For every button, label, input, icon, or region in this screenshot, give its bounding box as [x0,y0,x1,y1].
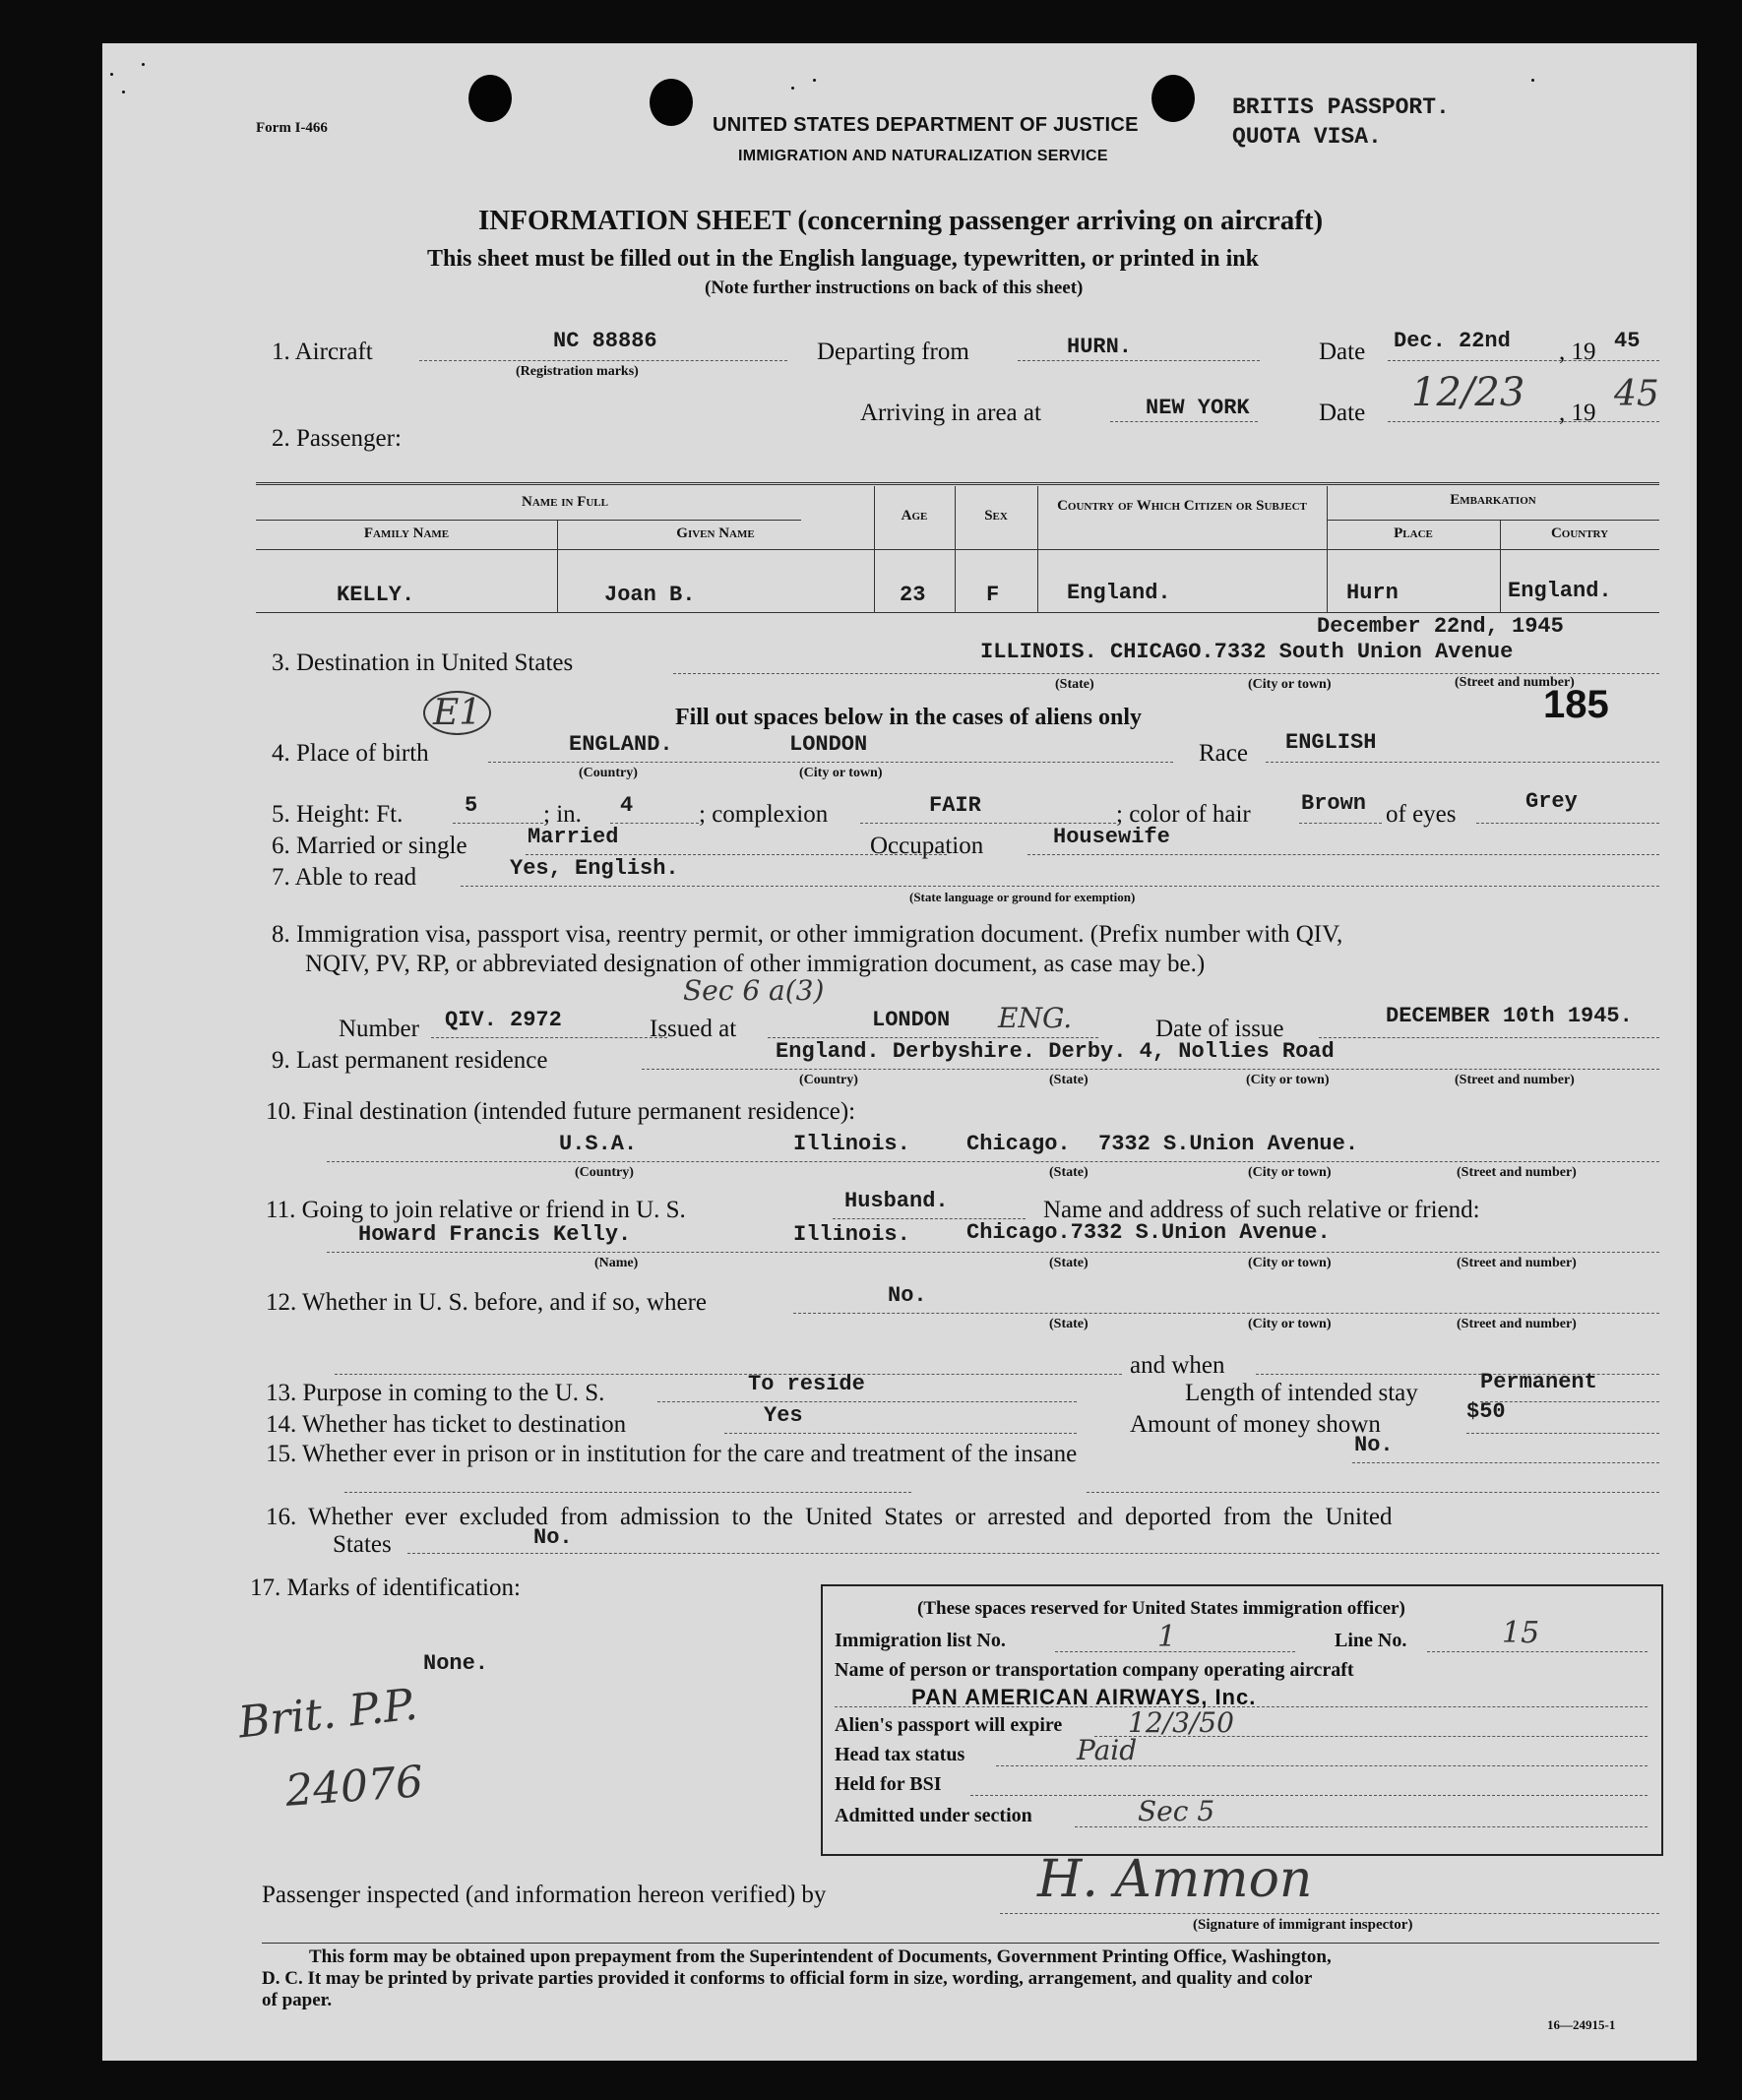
marital-label: 6. Married or single [272,833,467,859]
punch-hole [468,75,512,122]
immigration-doc-line2: NQIV, PV, RP, or abbreviated designation of other immigration document, as case may be.) [305,951,1206,977]
line-no-label: Line No. [1335,1630,1407,1651]
issued-hand-note: ENG. [998,1002,1073,1034]
passenger-label: 2. Passenger: [272,425,402,452]
height-inches-value: 4 [620,793,634,818]
form-number: Form I-466 [256,120,328,136]
excluded-value: No. [533,1525,573,1550]
arrival-year-hand: 45 [1614,374,1659,414]
information-sheet [102,43,1697,2061]
page-title: INFORMATION SHEET (concerning passenger arriving on aircraft) [478,205,1324,236]
ticket-value: Yes [764,1403,803,1428]
caption-before-city: (City or town) [1248,1317,1332,1331]
prison-value: No. [1354,1433,1394,1457]
relative-name-value: Howard Francis Kelly. [358,1222,632,1247]
page-subtitle: This sheet must be filled out in the English language, typewritten, or printed in ink [427,246,1259,272]
punch-hole [1151,75,1195,122]
citizen-value: England. [1067,581,1171,605]
departure-year-value: 45 [1614,329,1641,353]
department-name: UNITED STATES DEPARTMENT OF JUSTICE [713,114,1139,136]
stay-label: Length of intended stay [1185,1380,1418,1406]
prison-label: 15. Whether ever in prison or in institution for the care and treatment of the insane [266,1441,1078,1467]
relation-value: Husband. [844,1189,949,1213]
inspection-label: Passenger inspected (and information hereon verified) by [262,1882,827,1908]
age-value: 23 [900,583,926,607]
header-given-name: Given Name [676,525,755,541]
headtax-label: Head tax status [835,1744,965,1765]
sex-value: F [986,583,1000,607]
occupation-label: Occupation [870,833,984,859]
destination-label: 3. Destination in United States [272,649,574,676]
birth-city-value: LONDON [789,732,868,757]
number-value: QIV. 2972 [445,1008,562,1032]
ticket-label: 14. Whether has ticket to destination [266,1411,627,1438]
embarkation-place-value: Hurn [1346,581,1399,605]
inspector-signature: H. Ammon [1037,1850,1313,1909]
officer-heading: (These spaces reserved for United States immigration officer) [917,1598,1405,1619]
read-value: Yes, English. [510,856,679,881]
marital-value: Married [528,825,619,849]
caption-city: (City or town) [1248,677,1332,692]
departure-date-label: Date [1319,339,1366,365]
aliens-heading: Fill out spaces below in the cases of aliens only [675,705,1143,730]
destination-value: ILLINOIS. CHICAGO.7332 South Union Avenue [980,640,1514,664]
final-country-value: U.S.A. [559,1132,638,1156]
given-name-value: Joan B. [604,583,696,607]
caption-before-state: (State) [1049,1317,1089,1331]
bsi-label: Held for BSI [835,1773,942,1795]
registration-caption: (Registration marks) [516,364,639,379]
header-place: Place [1394,525,1433,541]
and-when-label: and when [1130,1352,1225,1379]
us-before-value: No. [888,1283,927,1308]
service-name: IMMIGRATION AND NATURALIZATION SERVICE [738,148,1108,164]
height-feet-value: 5 [465,793,478,818]
read-label: 7. Able to read [272,864,417,891]
family-name-value: KELLY. [337,583,415,607]
departure-date-value: Dec. 22nd [1394,329,1511,353]
caption-final-country: (Country) [575,1165,634,1180]
arrival-date-label: Date [1319,400,1366,426]
caption-birth-country: (Country) [579,766,638,780]
caption-relative-state: (State) [1049,1256,1089,1270]
header-name-in-full: Name in Full [521,494,608,510]
caption-final-state: (State) [1049,1165,1089,1180]
complexion-value: FAIR [929,793,981,818]
number-label: Number [339,1016,419,1042]
marks-value: None. [423,1651,489,1676]
passport-expire-value: 12/3/50 [1128,1706,1234,1739]
aircraft-value: NC 88886 [553,329,657,353]
residence-value: England. Derbyshire. Derby. 4, Nollies Road [776,1039,1335,1064]
stamp-number: 185 [1543,683,1609,726]
passport-expire-label: Alien's passport will expire [835,1714,1063,1736]
header-embarkation: Embarkation [1450,492,1536,508]
caption-final-street: (Street and number) [1457,1165,1577,1180]
header-family-name: Family Name [363,525,450,541]
list-no-value: 1 [1157,1620,1177,1654]
name-address-label: Name and address of such relative or friend: [1043,1197,1480,1223]
arriving-value: NEW YORK [1146,396,1250,420]
aircraft-label: 1. Aircraft [272,339,373,365]
excluded-line1: 16. Whether ever excluded from admission to the United States or arrested and deported from the United [266,1504,1393,1530]
footer-code: 16—24915-1 [1547,2017,1616,2032]
section-label: Admitted under section [835,1805,1032,1826]
purpose-label: 13. Purpose in coming to the U. S. [266,1380,605,1406]
money-label: Amount of money shown [1130,1411,1381,1438]
date-issue-value: DECEMBER 10th 1945. [1386,1004,1633,1028]
operator-value: PAN AMERICAN AIRWAYS, Inc. [911,1685,1257,1709]
caption-birth-city: (City or town) [799,766,883,780]
hand-mark-e1: E1 [423,691,491,735]
final-destination-label: 10. Final destination (intended future permanent residence): [266,1098,856,1125]
caption-street: (Street and number) [1455,675,1575,690]
header-citizen: Country of Which Citizen or Subject [1057,498,1307,514]
inches-label: ; in. [543,801,582,828]
punch-hole [650,79,693,126]
hair-value: Brown [1301,791,1367,816]
footer-line3: of paper. [262,1990,333,2010]
birth-country-value: ENGLAND. [569,732,673,757]
headtax-value: Paid [1077,1734,1138,1766]
section-hand-note: Sec 6 a(3) [683,974,825,1007]
purpose-value: To reside [748,1372,865,1396]
complexion-label: ; complexion [699,801,829,828]
race-label: Race [1199,740,1248,767]
date-issue-label: Date of issue [1155,1016,1284,1042]
relative-city-value: Chicago.7332 S.Union Avenue. [966,1220,1331,1245]
instruction-note: (Note further instructions on back of this sheet) [705,278,1084,298]
caption-before-street: (Street and number) [1457,1317,1577,1331]
passport-annotation: BRITIS PASSPORT. [1232,94,1450,120]
relative-state-value: Illinois. [793,1222,910,1247]
departure-year-prefix: , 19 [1559,339,1596,365]
stay-value: Permanent [1480,1370,1597,1394]
footer-line1: This form may be obtained upon prepayment from the Superintendent of Documents, Government Printing Office, Washington, [309,1946,1332,1967]
header-sex: Sex [984,508,1008,524]
height-label: 5. Height: Ft. [272,801,404,828]
section-value: Sec 5 [1138,1795,1215,1827]
line-no-value: 15 [1502,1616,1540,1650]
join-relative-label: 11. Going to join relative or friend in U. S. [266,1197,686,1223]
final-city-value: Chicago. [966,1132,1071,1156]
marks-label: 17. Marks of identification: [250,1575,521,1601]
caption-relative-street: (Street and number) [1457,1256,1577,1270]
final-street-value: 7332 S.Union Avenue. [1098,1132,1359,1156]
operator-label: Name of person or transportation company operating aircraft [835,1659,1354,1681]
departing-value: HURN. [1067,335,1133,359]
us-before-label: 12. Whether in U. S. before, and if so, where [266,1289,708,1316]
passport-hand-note: Brit. P.P. [235,1679,420,1749]
read-caption: (State language or ground for exemption) [909,890,1136,904]
final-state-value: Illinois. [793,1132,910,1156]
arrival-year-prefix: , 19 [1559,400,1596,426]
signature-caption: (Signature of immigrant inspector) [1193,1917,1413,1933]
visa-annotation: QUOTA VISA. [1232,124,1382,150]
issued-label: Issued at [650,1016,737,1042]
officer-reserved-box [821,1584,1663,1856]
departing-label: Departing from [817,339,969,365]
caption-state: (State) [1055,677,1094,692]
excluded-line2: States [333,1531,392,1558]
issued-value: LONDON [872,1008,951,1032]
header-age: Age [901,508,928,524]
received-stamp-date: December 22nd, 1945 [1317,614,1564,639]
race-value: ENGLISH [1285,730,1377,755]
caption-res-street: (Street and number) [1455,1073,1575,1087]
caption-relative-city: (City or town) [1248,1256,1332,1270]
caption-final-city: (City or town) [1248,1165,1332,1180]
header-country: Country [1550,525,1609,541]
footer-line2: D. C. It may be printed by private parties provided it conforms to official form in size, wording, arrangement, and quality and color [262,1968,1313,1989]
arrival-date-hand: 12/23 [1411,370,1525,415]
occupation-value: Housewife [1053,825,1170,849]
embarkation-country-value: England. [1508,579,1612,603]
list-no-label: Immigration list No. [835,1630,1006,1651]
caption-res-city: (City or town) [1246,1073,1330,1087]
money-value: $50 [1466,1399,1506,1424]
caption-relative-name: (Name) [594,1256,639,1270]
caption-res-state: (State) [1049,1073,1089,1087]
caption-res-country: (Country) [799,1073,858,1087]
eyes-value: Grey [1525,789,1578,814]
eyes-label: of eyes [1386,801,1457,828]
immigration-doc-line1: 8. Immigration visa, passport visa, reentry permit, or other immigration document. (Prefix number with QIV, [272,921,1343,948]
residence-label: 9. Last permanent residence [272,1047,548,1074]
birthplace-label: 4. Place of birth [272,740,429,767]
passport-number-hand: 24076 [283,1757,425,1817]
arriving-label: Arriving in area at [860,400,1041,426]
hair-label: ; color of hair [1116,801,1251,828]
